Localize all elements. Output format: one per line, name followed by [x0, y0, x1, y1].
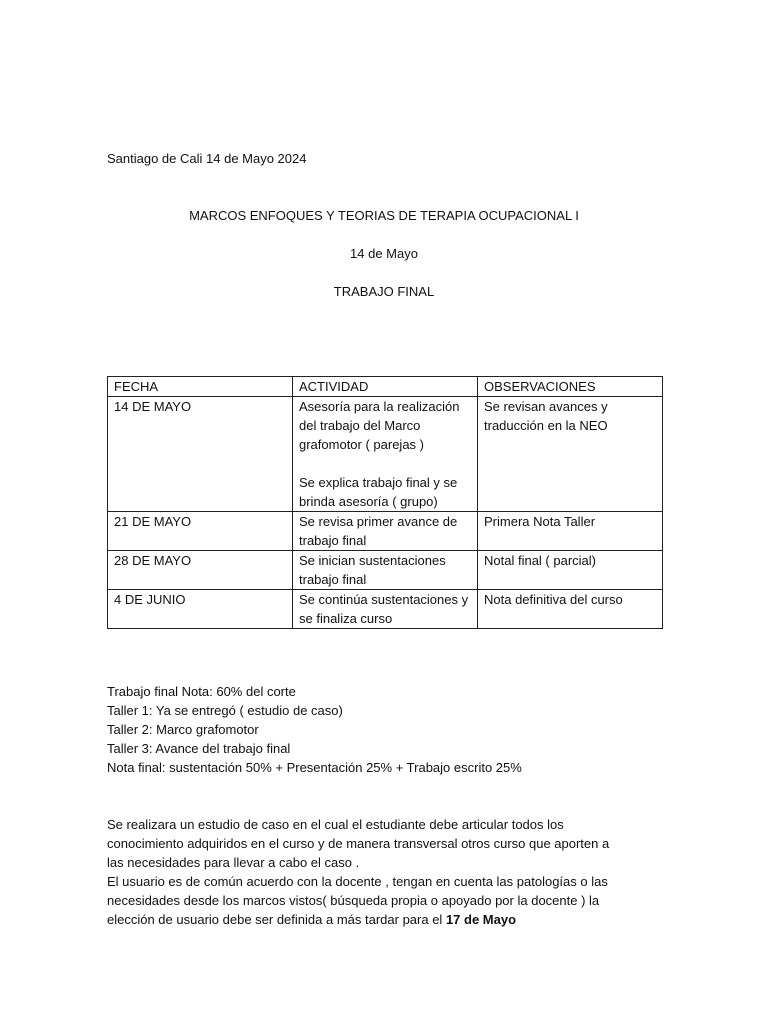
cell-fecha: 21 DE MAYO [108, 512, 293, 551]
course-title: MARCOS ENFOQUES Y TEORIAS DE TERAPIA OCUPACIONAL I [189, 208, 579, 223]
description-line: Se realizara un estudio de caso en el cual el estudiante debe articular todos los [107, 817, 564, 832]
cell-observaciones: Se revisan avances y traducción en la NEO [478, 397, 663, 512]
cell-actividad: Se continúa sustentaciones y se finaliza curso [293, 590, 478, 629]
actividad-text: Asesoría para la realización del trabajo del Marco grafomotor ( parejas ) [299, 399, 460, 452]
table-row [108, 397, 663, 512]
description-line: conocimiento adquiridos en el curso y de manera transversal otros curso que aporten a [107, 836, 610, 851]
cell-actividad: Se inician sustentaciones trabajo final [293, 551, 478, 590]
description-line: El usuario es de común acuerdo con la docente , tengan en cuenta las patologías o las [107, 874, 608, 889]
cell-observaciones: Notal final ( parcial) [478, 551, 663, 590]
cell-observaciones: Nota definitiva del curso [478, 590, 663, 629]
deadline-date: 17 de Mayo [445, 912, 517, 927]
grading-line: Taller 2: Marco grafomotor [107, 722, 259, 737]
cell-fecha: 4 DE JUNIO [108, 590, 293, 629]
table-row [108, 590, 663, 629]
grading-line: Taller 1: Ya se entregó ( estudio de caso) [107, 703, 343, 718]
cell-fecha: 14 DE MAYO [108, 397, 293, 512]
place-date: Santiago de Cali 14 de Mayo 2024 [107, 151, 307, 166]
grading-line: Trabajo final Nota: 60% del corte [107, 684, 296, 699]
column-header-actividad: ACTIVIDAD [293, 377, 478, 397]
schedule-table [107, 376, 663, 629]
actividad-text: Se explica trabajo final y se brinda asesoría ( grupo) [299, 475, 458, 509]
cell-actividad: Se revisa primer avance de trabajo final [293, 512, 478, 551]
grading-line: Taller 3: Avance del trabajo final [107, 741, 291, 756]
table-row [108, 551, 663, 590]
document-date: 14 de Mayo [350, 246, 418, 261]
column-header-fecha: FECHA [108, 377, 293, 397]
table-row [108, 512, 663, 551]
column-header-observaciones: OBSERVACIONES [478, 377, 663, 397]
cell-observaciones: Primera Nota Taller [478, 512, 663, 551]
description-line-deadline [107, 910, 516, 929]
paragraph-gap [299, 454, 471, 473]
document-title: TRABAJO FINAL [333, 284, 435, 299]
cell-actividad [293, 397, 478, 512]
description-line: las necesidades para llevar a cabo el caso . [107, 855, 360, 870]
cell-fecha: 28 DE MAYO [108, 551, 293, 590]
deadline-text: elección de usuario debe ser definida a más tardar para el [107, 912, 446, 927]
grading-line: Nota final: sustentación 50% + Presentación 25% + Trabajo escrito 25% [107, 760, 522, 775]
table-header-row [108, 377, 663, 397]
description-line: necesidades desde los marcos vistos( búsqueda propia o apoyado por la docente ) la [107, 893, 600, 908]
